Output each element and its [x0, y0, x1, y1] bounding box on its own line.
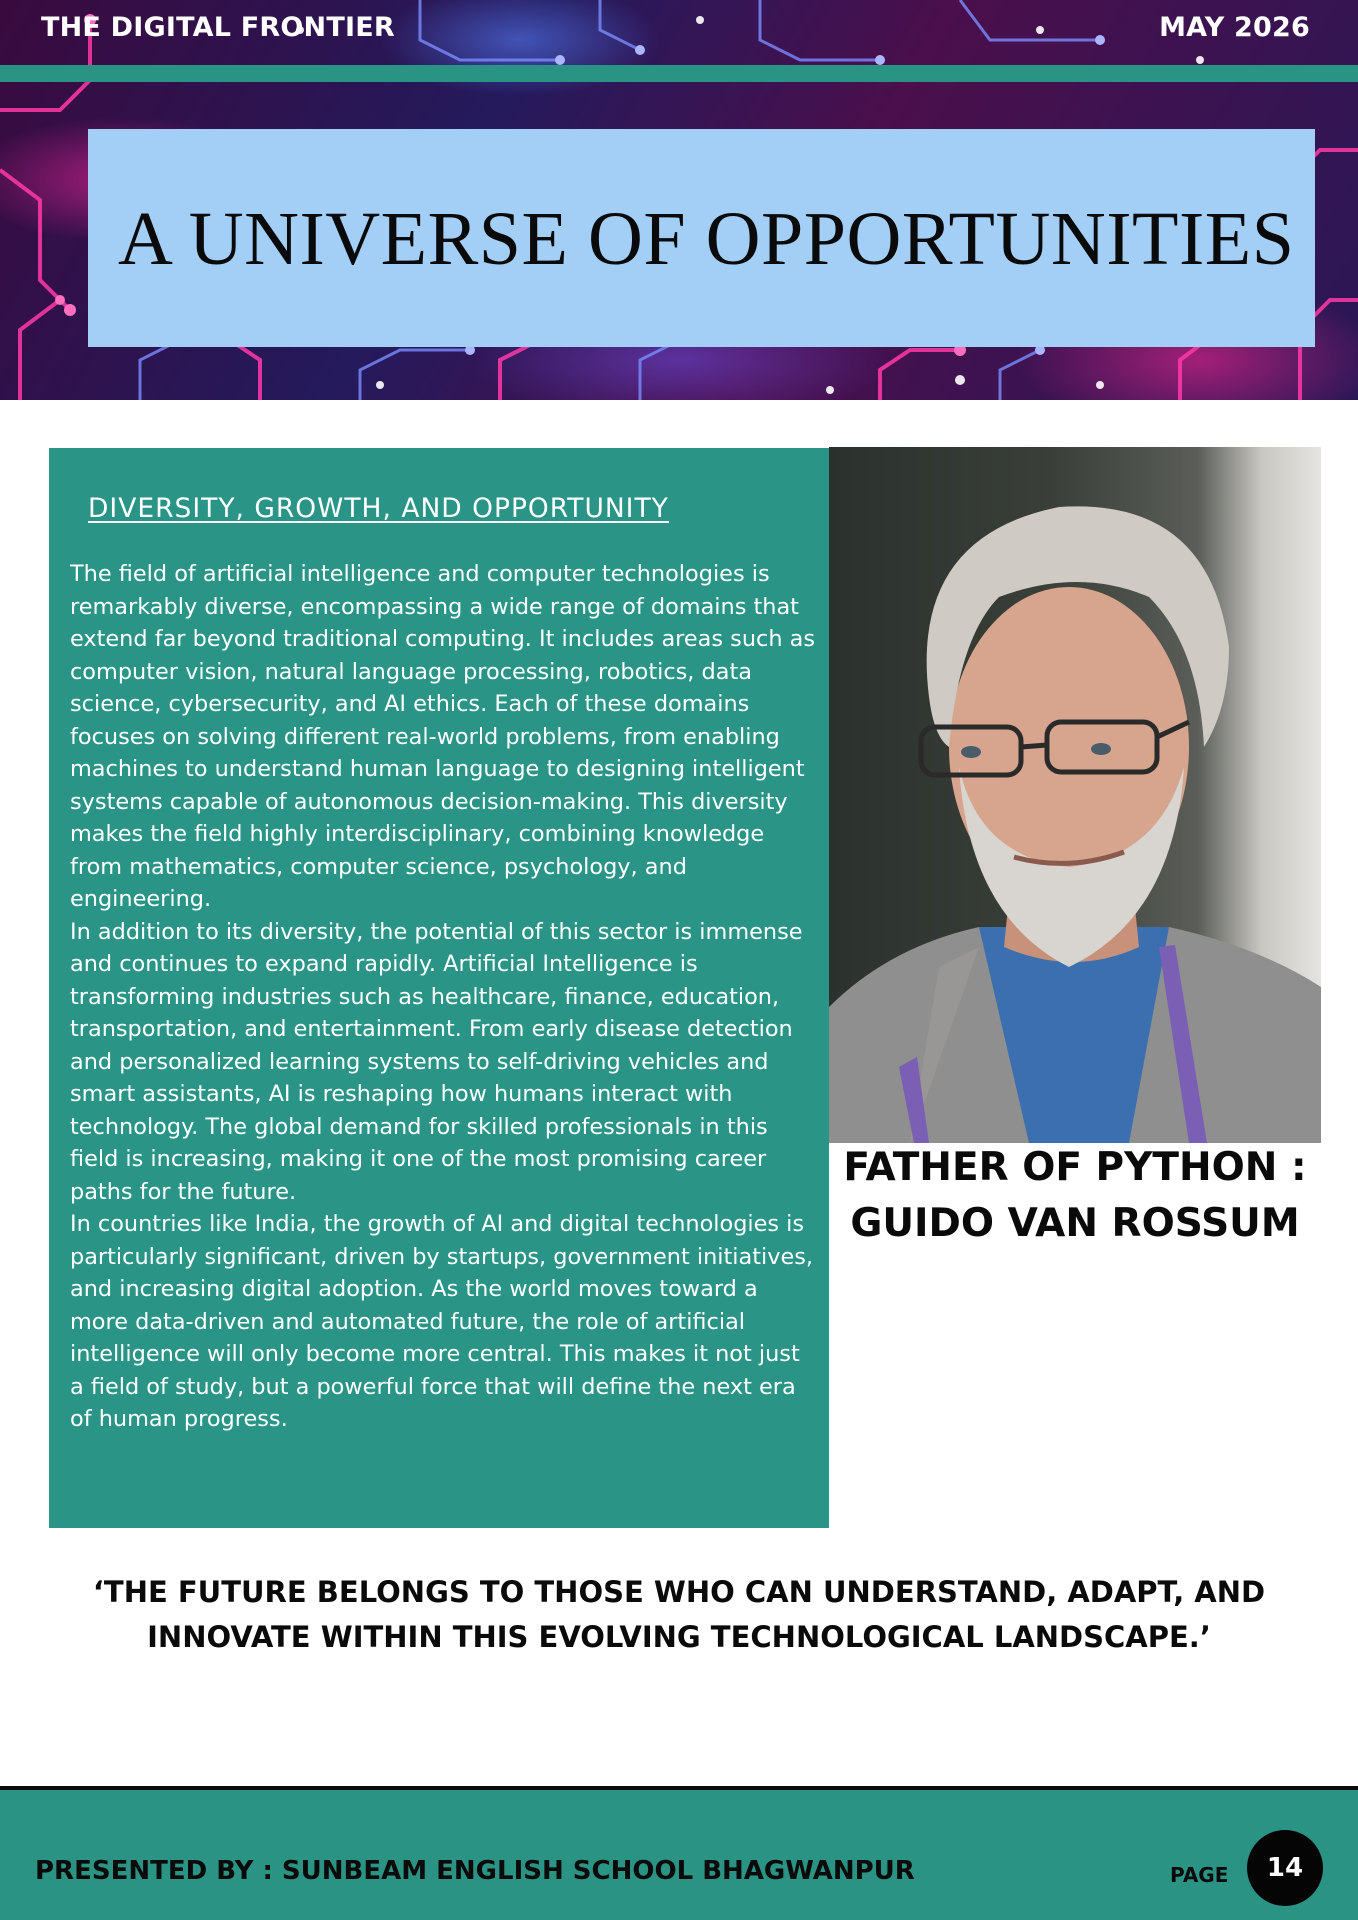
magazine-name: THE DIGITAL FRONTIER	[41, 12, 395, 43]
caption-line-1: FATHER OF PYTHON :	[843, 1145, 1307, 1190]
header-banner	[0, 0, 1358, 400]
page-number: 14	[1266, 1853, 1304, 1883]
portrait-caption	[829, 1140, 1321, 1252]
page-title: A UNIVERSE OF OPPORTUNITIES	[118, 197, 1295, 281]
title-box	[88, 129, 1315, 347]
pull-quote: ‘THE FUTURE BELONGS TO THOSE WHO CAN UNDERSTAND, ADAPT, AND INNOVATE WITHIN THIS EVOLVING TECHNOLOGICAL LANDSCAPE.’	[92, 1575, 1266, 1654]
header-divider	[0, 65, 1358, 82]
caption-line-2: GUIDO VAN ROSSUM	[850, 1201, 1300, 1246]
page-label: PAGE	[1170, 1863, 1229, 1887]
article-panel	[49, 448, 829, 1528]
presented-by: PRESENTED BY : SUNBEAM ENGLISH SCHOOL BHAGWANPUR	[35, 1856, 915, 1886]
portrait-photo	[829, 447, 1321, 1143]
article-paragraph: The field of artificial intelligence and computer technologies is remarkably diverse, encompassing a wide range of domains that extend far beyond traditional computing. It includes areas such as computer vision, natural language processing, robotics, data science, cybersecurity, and AI ethics. Each of these domains focuses on solving different real-world problems, from enabling machines to understand human language to designing intelligent systems capable of autonomous decision-making. This diversity makes the field highly interdisciplinary, combining knowledge from mathematics, computer science, psychology, and engineering.	[70, 561, 816, 912]
page-number-badge	[1247, 1830, 1323, 1906]
article-body	[70, 558, 820, 1436]
issue-date: MAY 2026	[1159, 12, 1310, 43]
article-heading: DIVERSITY, GROWTH, AND OPPORTUNITY	[88, 493, 669, 524]
article-paragraph: In countries like India, the growth of AI and digital technologies is particularly significant, driven by startups, government initiatives, and increasing digital adoption. As the world moves toward a more data-driven and automated future, the role of artificial intelligence will only become more central. This makes it not just a field of study, but a powerful force that will define the next era of human progress.	[70, 1211, 814, 1432]
footer	[0, 1786, 1358, 1920]
person-portrait-illustration	[829, 447, 1321, 1143]
article-paragraph: In addition to its diversity, the potential of this sector is immense and continues to expand rapidly. Artificial Intelligence is transforming industries such as healthcare, finance, education, transportation, and entertainment. From early disease detection and personalized learning systems to self-driving vehicles and smart assistants, AI is reshaping how humans interact with technology. The global demand for skilled professionals in this field is increasing, making it one of the most promising career paths for the future.	[70, 918, 803, 1205]
